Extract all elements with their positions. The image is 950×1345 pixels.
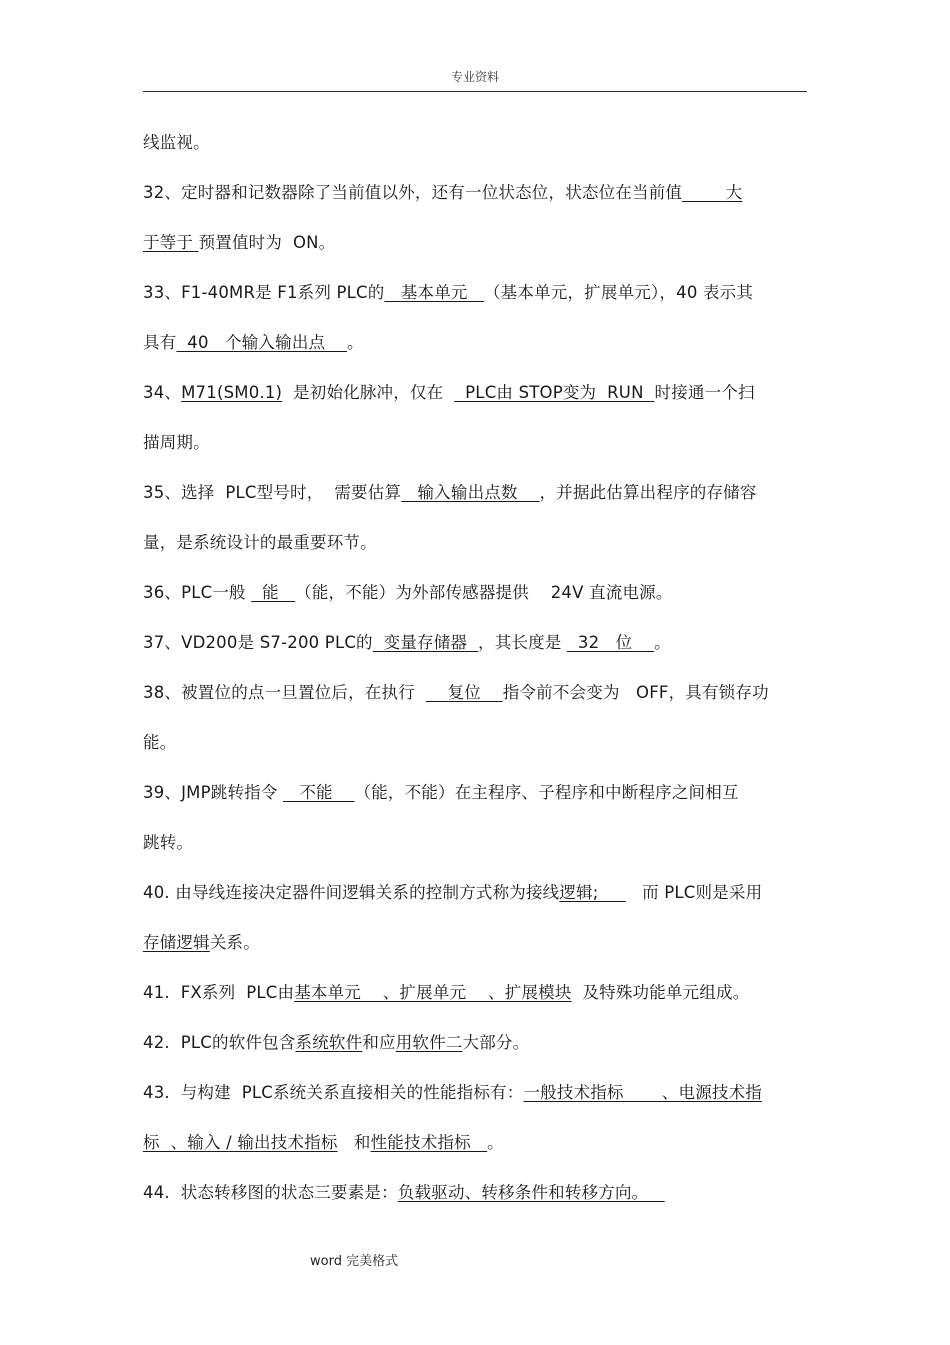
footer-text: word 完美格式 (310, 1254, 399, 1269)
answer-blank: 不能 (283, 783, 355, 802)
text-line: 描周期。 (143, 433, 210, 452)
answer-blank: 性能技术指标 (370, 1133, 488, 1152)
question-39: 39、JMP跳转指令 不能 （能，不能）在主程序、子程序和中断程序之间相互 (143, 783, 739, 802)
answer-blank: 输入输出点数 (401, 483, 540, 502)
text-line: 标 、输入 / 输出技术指标 和性能技术指标 。 (143, 1133, 504, 1152)
answer-blank: 负载驱动、转移条件和转移方向。 (397, 1183, 665, 1202)
answer-blank: 变量存储器 (372, 633, 479, 652)
answer-blank: 标 、输入 / 输出技术指标 (143, 1133, 338, 1152)
answer-blank: 一般技术指标 、电源技术指 (523, 1083, 762, 1102)
text-line: 存储逻辑关系。 (143, 933, 260, 952)
answer-blank: 基本单元 、扩展单元 、扩展模块 (294, 983, 572, 1002)
text-line: 能。 (143, 733, 177, 752)
answer-blank: 40 个输入输出点 (176, 333, 348, 352)
question-37: 37、VD200是 S7-200 PLC的 变量存储器 ，其长度是 32 位 。 (143, 633, 671, 652)
text-line: 线监视。 (143, 133, 210, 152)
page-footer (310, 1250, 398, 1269)
answer-blank: 用软件二 (395, 1033, 463, 1052)
answer-blank: 能 (251, 583, 296, 602)
question-40: 40. 由导线连接决定器件间逻辑关系的控制方式称为接线逻辑; 而 PLC则是采用 (143, 883, 763, 902)
text-line: 量，是系统设计的最重要环节。 (143, 533, 377, 552)
question-42: 42. PLC的软件包含系统软件和应用软件二大部分。 (143, 1033, 530, 1052)
answer-blank: 存储逻辑 (143, 933, 210, 952)
answer-blank: 基本单元 (384, 283, 484, 302)
question-33: 33、F1-40MR是 F1系列 PLC的 基本单元 （基本单元，扩展单元），40 表示其 (143, 283, 754, 302)
answer-blank: 复位 (425, 683, 503, 702)
answer-blank: 逻辑; (559, 883, 626, 902)
answer-blank: 系统软件 (295, 1033, 363, 1052)
question-38: 38、被置位的点一旦置位后，在执行 复位 指令前不会变为 OFF，具有锁存功 (143, 683, 769, 702)
question-35: 35、选择 PLC型号时， 需要估算 输入输出点数 ，并据此估算出程序的存储容 (143, 483, 757, 502)
question-36: 36、PLC一般 能 （能，不能）为外部传感器提供 24V 直流电源。 (143, 583, 673, 602)
answer-blank: 大 (725, 183, 743, 202)
header-title: 专业资料 (450, 70, 499, 84)
text-line: 跳转。 (143, 833, 194, 852)
text-line: 于等于 预置值时为 ON。 (143, 233, 336, 252)
question-44: 44. 状态转移图的状态三要素是：负载驱动、转移条件和转移方向。 (143, 1183, 665, 1202)
text-line: 具有 40 个输入输出点 。 (143, 333, 364, 352)
question-32: 32、定时器和记数器除了当前值以外，还有一位状态位，状态位在当前值 大 (143, 183, 743, 202)
answer-blank: 32 位 (567, 633, 655, 652)
answer-blank: M71(SM0.1) (181, 383, 283, 402)
question-41: 41. FX系列 PLC由基本单元 、扩展单元 、扩展模块 及特殊功能单元组成。 (143, 983, 750, 1002)
page-header (143, 66, 807, 92)
answer-blank: PLC由 STOP变为 RUN (454, 383, 655, 402)
question-34: 34、M71(SM0.1) 是初始化脉冲，仅在 PLC由 STOP变为 RUN 时接通一个扫 (143, 383, 755, 402)
answer-blank: 于等于 (143, 233, 194, 252)
answer-blank (682, 183, 726, 202)
question-43: 43. 与构建 PLC系统关系直接相关的性能指标有：一般技术指标 、电源技术指 (143, 1083, 762, 1102)
